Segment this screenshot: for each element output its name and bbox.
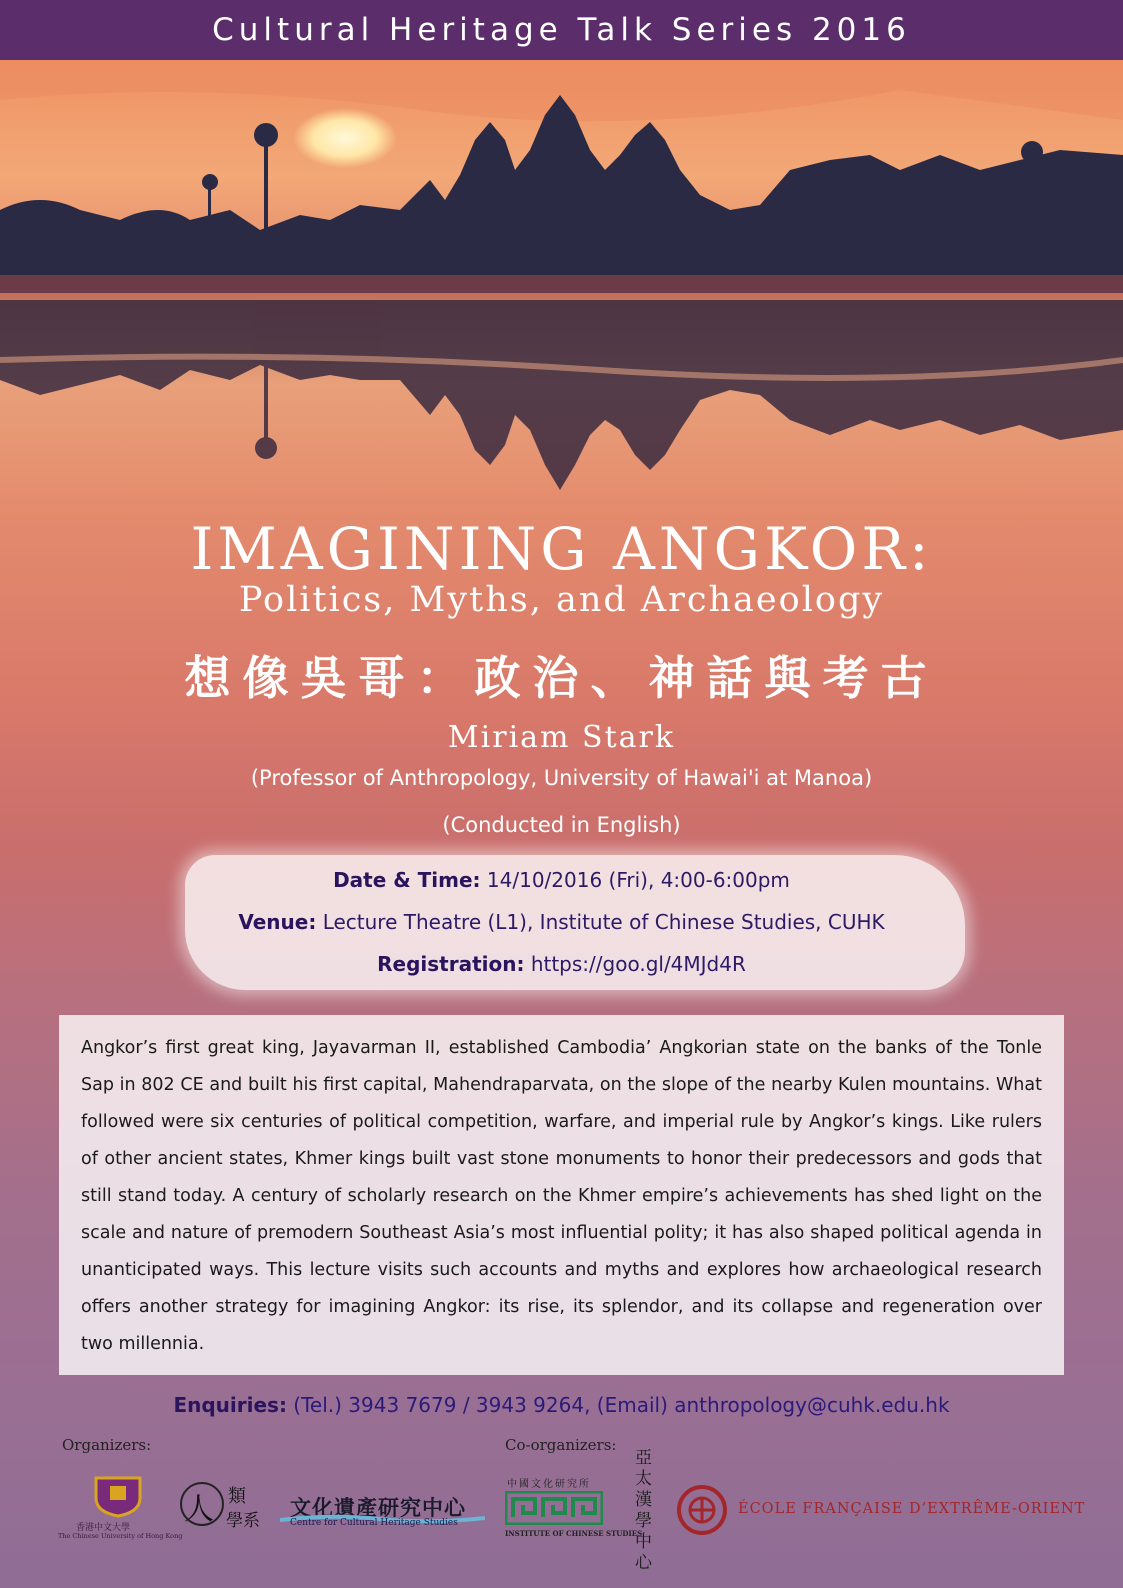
- ics-name-en: INSTITUTE OF CHINESE STUDIES: [505, 1529, 643, 1538]
- talk-title-en: IMAGINING ANGKOR:: [190, 515, 933, 583]
- cuhk-crest-icon: [88, 1474, 148, 1518]
- registration-line: [0, 952, 1123, 976]
- efeo-logo: [676, 1484, 1086, 1536]
- anthropology-dept-logo: [178, 1480, 273, 1540]
- sinology-name-zh: 亞太漢學中心: [635, 1448, 652, 1573]
- ccs-name-zh: 文化遺產研究中心: [290, 1495, 466, 1520]
- ccs-logo: [280, 1492, 490, 1537]
- language-note: (Conducted in English): [442, 813, 681, 837]
- cuhk-name-en: The Chinese University of Hong Kong: [58, 1532, 183, 1540]
- speaker-name: Miriam Stark: [447, 720, 676, 755]
- abstract-panel: [59, 1015, 1064, 1375]
- ics-logo: [505, 1475, 643, 1540]
- registration-label: Registration:: [377, 952, 525, 976]
- ics-name-zh: 中國文化研究所: [507, 1479, 591, 1490]
- venue-value: Lecture Theatre (L1), Institute of Chinese Studies, CUHK: [316, 910, 885, 934]
- enquiries-value[interactable]: (Tel.) 3943 7679 / 3943 9264, (Email) anthropology@cuhk.edu.hk: [286, 1393, 950, 1417]
- efeo-name: ÉCOLE FRANÇAISE D’EXTRÊME-ORIENT: [738, 1501, 1086, 1517]
- datetime-value: 14/10/2016 (Fri), 4:00-6:00pm: [480, 868, 790, 892]
- enquiries-label: Enquiries:: [173, 1393, 287, 1417]
- efeo-emblem-icon: [676, 1484, 728, 1536]
- venue-line: [0, 910, 1123, 934]
- sinology-centre-logo: [635, 1448, 655, 1573]
- datetime-line: [0, 868, 1123, 892]
- anthropology-char-3: 學系: [226, 1511, 260, 1531]
- talk-title-zh: 想像吳哥：政治、神話與考古: [184, 651, 939, 705]
- anthropology-char-2: 類: [228, 1486, 246, 1507]
- cuhk-logo: [58, 1474, 183, 1544]
- ccs-name-en: Centre for Cultural Heritage Studies: [290, 1518, 458, 1528]
- series-title: Cultural Heritage Talk Series 2016: [212, 12, 911, 48]
- datetime-label: Date & Time:: [333, 868, 481, 892]
- angkor-wat-scene-image: [0, 60, 1123, 520]
- coorganizers-label: Co-organizers:: [505, 1436, 617, 1454]
- speaker-affiliation: (Professor of Anthropology, University of Hawai'i at Manoa): [250, 766, 873, 790]
- abstract-text: Angkor’s first great king, Jayavarman II, established Cambodia’ Angkorian state on the banks of the Tonle Sap in 802 CE and built his first capital, Mahendraparvata, on the slope of the nearby Kulen mountains. What followed were six centuries of political competition, warfare, and imperial rule by Angkor’s kings. Like rulers of other ancient states, Khmer kings built vast stone monuments to honor their predecessors and gods that still stand today. A century of scholarly research on the Khmer empire’s achievements has shed light on the scale and nature of premodern Southeast Asia’s most influential polity; it has also shaped political agenda in unanticipated ways. This lecture visits such accounts and myths and explores how archaeological research offers another strategy for imagining Angkor: its rise, its splendor, and its collapse and regeneration over two millennia.: [81, 1038, 1042, 1354]
- anthropology-char-1: 人: [184, 1492, 214, 1527]
- cuhk-name-zh: 香港中文大學: [76, 1523, 131, 1533]
- ics-meander-icon: [505, 1491, 603, 1525]
- enquiries-line: [0, 1393, 1123, 1417]
- venue-label: Venue:: [238, 910, 317, 934]
- header-bar: [0, 0, 1123, 60]
- organizers-label: Organizers:: [62, 1436, 152, 1454]
- registration-link[interactable]: https://goo.gl/4MJd4R: [524, 952, 746, 976]
- talk-subtitle-en: Politics, Myths, and Archaeology: [238, 580, 885, 620]
